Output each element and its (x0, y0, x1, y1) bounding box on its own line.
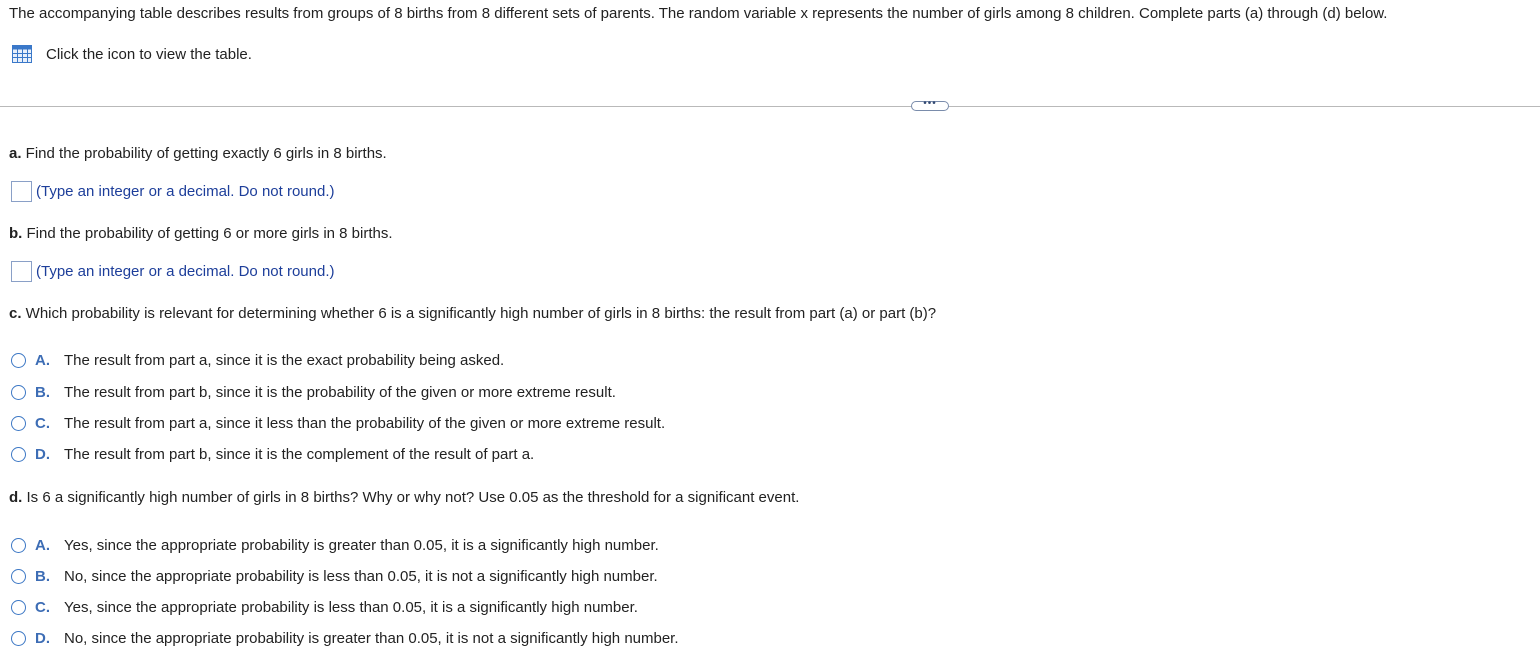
option-letter: D. (35, 446, 50, 463)
option-letter: D. (35, 630, 50, 647)
radio-button[interactable] (11, 600, 26, 615)
part-c-option-a[interactable] (11, 352, 504, 369)
part-b-hint: (Type an integer or a decimal. Do not round.) (36, 263, 335, 280)
part-c-prefix: c. (9, 305, 22, 322)
option-letter: C. (35, 599, 50, 616)
option-text[interactable]: No, since the appropriate probability is less than 0.05, it is not a significantly high number. (64, 568, 658, 585)
option-letter: A. (35, 537, 50, 554)
part-d-option-d[interactable] (11, 630, 679, 647)
table-grid-icon[interactable] (12, 45, 32, 63)
radio-button[interactable] (11, 538, 26, 553)
option-letter: B. (35, 568, 50, 585)
radio-button[interactable] (11, 569, 26, 584)
part-c-option-c[interactable] (11, 415, 665, 432)
part-a-question (9, 145, 387, 162)
option-text[interactable]: Yes, since the appropriate probability is greater than 0.05, it is a significantly high number. (64, 537, 659, 554)
part-a-hint: (Type an integer or a decimal. Do not round.) (36, 183, 335, 200)
part-b-answer-row (11, 261, 335, 282)
part-b-prefix: b. (9, 225, 23, 242)
part-d-option-c[interactable] (11, 599, 638, 616)
option-text[interactable]: Yes, since the appropriate probability is less than 0.05, it is a significantly high number. (64, 599, 638, 616)
option-text[interactable]: No, since the appropriate probability is greater than 0.05, it is not a significantly high number. (64, 630, 679, 647)
radio-button[interactable] (11, 416, 26, 431)
option-letter: C. (35, 415, 50, 432)
radio-button[interactable] (11, 631, 26, 646)
radio-button[interactable] (11, 447, 26, 462)
option-letter: B. (35, 384, 50, 401)
expand-button[interactable] (911, 98, 949, 111)
part-a-answer-input[interactable] (11, 181, 32, 202)
part-d-option-b[interactable] (11, 568, 658, 585)
part-d-option-a[interactable] (11, 537, 659, 554)
part-a-answer-row (11, 181, 335, 202)
part-c-question (9, 305, 936, 322)
part-b-question (9, 225, 393, 242)
section-divider (0, 106, 1540, 107)
radio-button[interactable] (11, 385, 26, 400)
part-c-text: Which probability is relevant for determining whether 6 is a significantly high number of girls in 8 births: the result from part (a) or part (b)? (21, 305, 937, 322)
part-b-answer-input[interactable] (11, 261, 32, 282)
part-d-prefix: d. (9, 489, 23, 506)
radio-button[interactable] (11, 353, 26, 368)
option-text[interactable]: The result from part b, since it is the complement of the result of part a. (64, 446, 535, 463)
view-table-label[interactable]: Click the icon to view the table. (46, 45, 252, 63)
part-a-prefix: a. (9, 145, 22, 162)
part-c-option-d[interactable] (11, 446, 534, 463)
view-table-link[interactable] (12, 45, 252, 63)
part-d-text: Is 6 a significantly high number of girls in 8 births? Why or why not? Use 0.05 as the threshold for a significant event. (22, 489, 800, 506)
part-a-text: Find the probability of getting exactly 6 girls in 8 births. (21, 145, 387, 162)
option-letter: A. (35, 352, 50, 369)
option-text[interactable]: The result from part a, since it is the exact probability being asked. (64, 352, 505, 369)
problem-intro: The accompanying table describes results from groups of 8 births from 8 different sets of parents. The random variable x represents the number of girls among 8 children. Complete parts (a) through (d) below. (9, 5, 1388, 22)
part-c-option-b[interactable] (11, 384, 616, 401)
part-d-question (9, 489, 799, 506)
more-dots-icon: ••• (923, 98, 937, 109)
option-text[interactable]: The result from part a, since it less than the probability of the given or more extreme result. (64, 415, 666, 432)
option-text[interactable]: The result from part b, since it is the probability of the given or more extreme result. (64, 384, 616, 401)
part-b-text: Find the probability of getting 6 or more girls in 8 births. (22, 225, 393, 242)
